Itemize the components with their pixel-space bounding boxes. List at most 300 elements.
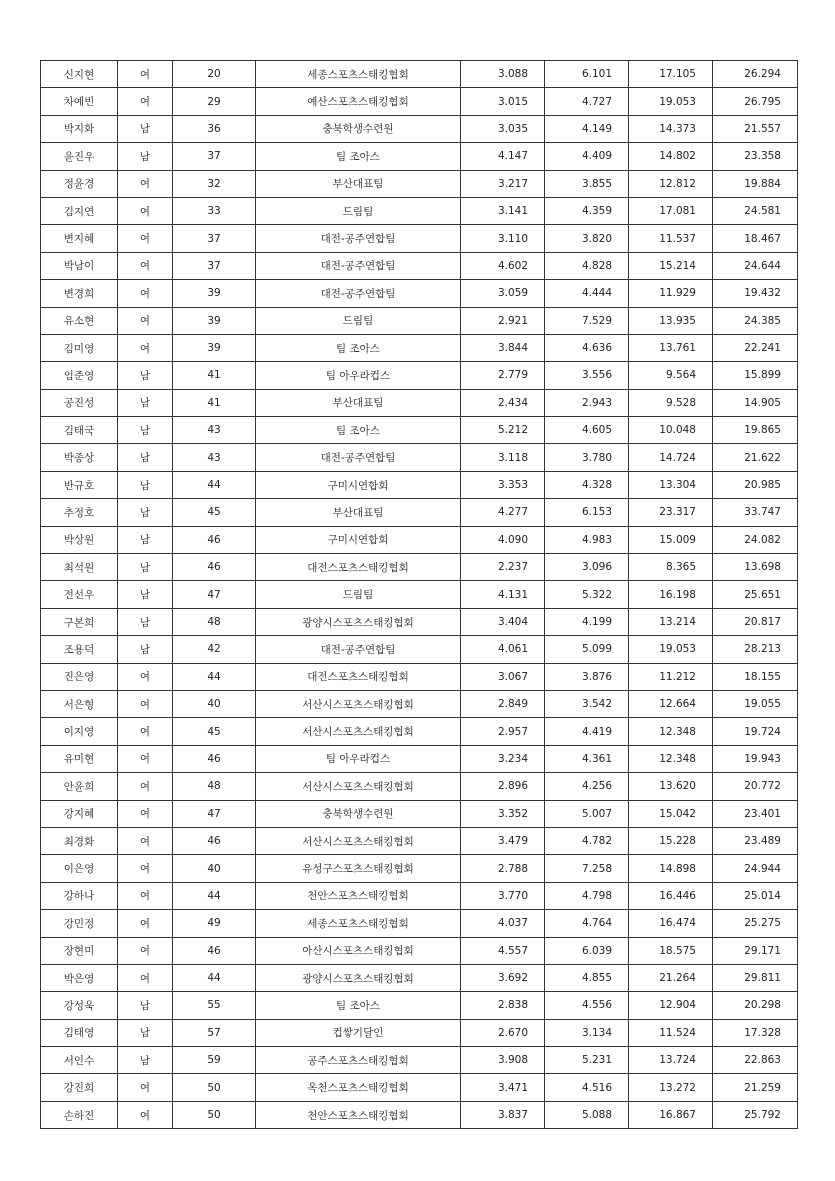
name-cell: 반규호 xyxy=(41,471,118,498)
table-row xyxy=(41,444,798,471)
table-row xyxy=(41,526,798,553)
time2-cell: 4.516 xyxy=(545,1074,629,1101)
time3-cell: 21.264 xyxy=(629,964,713,991)
table-row xyxy=(41,690,798,717)
sex-cell: 남 xyxy=(118,115,173,142)
time2-cell: 4.409 xyxy=(545,143,629,170)
team-cell: 천안스포츠스태킹협회 xyxy=(256,882,461,909)
time3-cell: 11.537 xyxy=(629,225,713,252)
time1-cell: 3.015 xyxy=(461,88,545,115)
age-cell: 46 xyxy=(173,937,256,964)
name-cell: 서인수 xyxy=(41,1047,118,1074)
sex-cell: 남 xyxy=(118,992,173,1019)
table-row xyxy=(41,471,798,498)
table-row xyxy=(41,1074,798,1101)
time2-cell: 5.007 xyxy=(545,800,629,827)
time2-cell: 3.134 xyxy=(545,1019,629,1046)
time1-cell: 2.849 xyxy=(461,690,545,717)
time3-cell: 12.664 xyxy=(629,690,713,717)
time3-cell: 13.304 xyxy=(629,471,713,498)
name-cell: 박종상 xyxy=(41,444,118,471)
time3-cell: 13.761 xyxy=(629,334,713,361)
age-cell: 39 xyxy=(173,280,256,307)
table-row xyxy=(41,170,798,197)
time1-cell: 3.770 xyxy=(461,882,545,909)
age-cell: 39 xyxy=(173,307,256,334)
age-cell: 45 xyxy=(173,499,256,526)
team-cell: 드림팀 xyxy=(256,581,461,608)
table-row xyxy=(41,992,798,1019)
sex-cell: 여 xyxy=(118,663,173,690)
time2-cell: 4.361 xyxy=(545,745,629,772)
name-cell: 박상원 xyxy=(41,526,118,553)
age-cell: 47 xyxy=(173,800,256,827)
name-cell: 손하진 xyxy=(41,1101,118,1128)
team-cell: 구미시연합회 xyxy=(256,526,461,553)
time2-cell: 6.153 xyxy=(545,499,629,526)
time3-cell: 14.802 xyxy=(629,143,713,170)
table-row xyxy=(41,800,798,827)
name-cell: 이은영 xyxy=(41,855,118,882)
sex-cell: 여 xyxy=(118,910,173,937)
time2-cell: 6.101 xyxy=(545,61,629,88)
table-row xyxy=(41,143,798,170)
total-cell: 25.014 xyxy=(713,882,798,909)
time1-cell: 2.957 xyxy=(461,718,545,745)
time2-cell: 4.444 xyxy=(545,280,629,307)
sex-cell: 여 xyxy=(118,225,173,252)
sex-cell: 남 xyxy=(118,444,173,471)
sex-cell: 남 xyxy=(118,362,173,389)
total-cell: 21.622 xyxy=(713,444,798,471)
age-cell: 20 xyxy=(173,61,256,88)
time3-cell: 16.446 xyxy=(629,882,713,909)
time1-cell: 4.131 xyxy=(461,581,545,608)
time3-cell: 12.904 xyxy=(629,992,713,1019)
time2-cell: 3.876 xyxy=(545,663,629,690)
sex-cell: 남 xyxy=(118,417,173,444)
age-cell: 32 xyxy=(173,170,256,197)
age-cell: 37 xyxy=(173,143,256,170)
total-cell: 19.884 xyxy=(713,170,798,197)
time1-cell: 3.110 xyxy=(461,225,545,252)
time2-cell: 4.782 xyxy=(545,827,629,854)
time2-cell: 3.096 xyxy=(545,554,629,581)
time1-cell: 4.037 xyxy=(461,910,545,937)
team-cell: 세종스포츠스태킹협회 xyxy=(256,910,461,937)
time2-cell: 5.088 xyxy=(545,1101,629,1128)
name-cell: 강하나 xyxy=(41,882,118,909)
sex-cell: 남 xyxy=(118,1047,173,1074)
name-cell: 공진성 xyxy=(41,389,118,416)
time3-cell: 13.935 xyxy=(629,307,713,334)
time1-cell: 3.217 xyxy=(461,170,545,197)
team-cell: 부산대표팀 xyxy=(256,389,461,416)
table-row xyxy=(41,855,798,882)
team-cell: 팀 조아스 xyxy=(256,417,461,444)
total-cell: 23.489 xyxy=(713,827,798,854)
time3-cell: 15.228 xyxy=(629,827,713,854)
sex-cell: 여 xyxy=(118,800,173,827)
table-row xyxy=(41,882,798,909)
time2-cell: 3.556 xyxy=(545,362,629,389)
name-cell: 서은형 xyxy=(41,690,118,717)
time2-cell: 4.419 xyxy=(545,718,629,745)
time3-cell: 15.042 xyxy=(629,800,713,827)
team-cell: 대전스포츠스태킹협회 xyxy=(256,554,461,581)
total-cell: 22.241 xyxy=(713,334,798,361)
time1-cell: 2.896 xyxy=(461,773,545,800)
results-table xyxy=(40,60,798,1129)
team-cell: 팀 아우라컵스 xyxy=(256,745,461,772)
time1-cell: 3.141 xyxy=(461,197,545,224)
name-cell: 윤진우 xyxy=(41,143,118,170)
team-cell: 아산시스포츠스태킹협회 xyxy=(256,937,461,964)
time2-cell: 4.328 xyxy=(545,471,629,498)
time1-cell: 5.212 xyxy=(461,417,545,444)
sex-cell: 여 xyxy=(118,690,173,717)
total-cell: 21.557 xyxy=(713,115,798,142)
sex-cell: 여 xyxy=(118,252,173,279)
total-cell: 20.985 xyxy=(713,471,798,498)
team-cell: 대전-공주연합팀 xyxy=(256,280,461,307)
time1-cell: 3.118 xyxy=(461,444,545,471)
table-row xyxy=(41,1101,798,1128)
name-cell: 임준영 xyxy=(41,362,118,389)
total-cell: 20.772 xyxy=(713,773,798,800)
name-cell: 강민정 xyxy=(41,910,118,937)
table-row xyxy=(41,608,798,635)
total-cell: 21.259 xyxy=(713,1074,798,1101)
table-row xyxy=(41,252,798,279)
table-row xyxy=(41,1047,798,1074)
total-cell: 19.943 xyxy=(713,745,798,772)
team-cell: 세종스포츠스태킹협회 xyxy=(256,61,461,88)
time1-cell: 2.237 xyxy=(461,554,545,581)
team-cell: 공주스포츠스태킹협회 xyxy=(256,1047,461,1074)
total-cell: 24.944 xyxy=(713,855,798,882)
name-cell: 변경희 xyxy=(41,280,118,307)
total-cell: 24.581 xyxy=(713,197,798,224)
table-row xyxy=(41,334,798,361)
total-cell: 22.863 xyxy=(713,1047,798,1074)
sex-cell: 남 xyxy=(118,526,173,553)
sex-cell: 남 xyxy=(118,636,173,663)
team-cell: 대전-공주연합팀 xyxy=(256,252,461,279)
table-row xyxy=(41,417,798,444)
time2-cell: 4.556 xyxy=(545,992,629,1019)
time2-cell: 4.605 xyxy=(545,417,629,444)
table-row xyxy=(41,389,798,416)
team-cell: 구미시연합회 xyxy=(256,471,461,498)
team-cell: 팀 조아스 xyxy=(256,334,461,361)
team-cell: 충북학생수련원 xyxy=(256,800,461,827)
total-cell: 19.865 xyxy=(713,417,798,444)
age-cell: 43 xyxy=(173,417,256,444)
time1-cell: 3.479 xyxy=(461,827,545,854)
time3-cell: 13.724 xyxy=(629,1047,713,1074)
sex-cell: 남 xyxy=(118,499,173,526)
team-cell: 천안스포츠스태킹협회 xyxy=(256,1101,461,1128)
time3-cell: 16.867 xyxy=(629,1101,713,1128)
name-cell: 김미영 xyxy=(41,334,118,361)
time1-cell: 2.921 xyxy=(461,307,545,334)
time3-cell: 15.009 xyxy=(629,526,713,553)
total-cell: 17.328 xyxy=(713,1019,798,1046)
name-cell: 유소현 xyxy=(41,307,118,334)
table-row xyxy=(41,910,798,937)
sex-cell: 여 xyxy=(118,307,173,334)
total-cell: 26.294 xyxy=(713,61,798,88)
time3-cell: 19.053 xyxy=(629,636,713,663)
time3-cell: 14.373 xyxy=(629,115,713,142)
team-cell: 서산시스포츠스태킹협회 xyxy=(256,718,461,745)
time1-cell: 4.557 xyxy=(461,937,545,964)
total-cell: 19.432 xyxy=(713,280,798,307)
team-cell: 서산시스포츠스태킹협회 xyxy=(256,773,461,800)
name-cell: 김지연 xyxy=(41,197,118,224)
name-cell: 김태영 xyxy=(41,1019,118,1046)
name-cell: 김태국 xyxy=(41,417,118,444)
team-cell: 대전-공주연합팀 xyxy=(256,444,461,471)
name-cell: 정윤경 xyxy=(41,170,118,197)
time1-cell: 4.602 xyxy=(461,252,545,279)
name-cell: 박은영 xyxy=(41,964,118,991)
time2-cell: 6.039 xyxy=(545,937,629,964)
time2-cell: 3.820 xyxy=(545,225,629,252)
total-cell: 24.082 xyxy=(713,526,798,553)
time2-cell: 2.943 xyxy=(545,389,629,416)
total-cell: 19.055 xyxy=(713,690,798,717)
sex-cell: 여 xyxy=(118,855,173,882)
total-cell: 20.817 xyxy=(713,608,798,635)
table-row xyxy=(41,964,798,991)
sex-cell: 여 xyxy=(118,170,173,197)
time3-cell: 12.812 xyxy=(629,170,713,197)
time3-cell: 9.528 xyxy=(629,389,713,416)
time1-cell: 3.844 xyxy=(461,334,545,361)
table-row xyxy=(41,745,798,772)
table-row xyxy=(41,636,798,663)
name-cell: 추정호 xyxy=(41,499,118,526)
name-cell: 안윤희 xyxy=(41,773,118,800)
time2-cell: 4.149 xyxy=(545,115,629,142)
age-cell: 41 xyxy=(173,389,256,416)
time3-cell: 11.929 xyxy=(629,280,713,307)
time3-cell: 12.348 xyxy=(629,745,713,772)
time3-cell: 9.564 xyxy=(629,362,713,389)
sex-cell: 여 xyxy=(118,61,173,88)
name-cell: 장현미 xyxy=(41,937,118,964)
time2-cell: 4.764 xyxy=(545,910,629,937)
total-cell: 13.698 xyxy=(713,554,798,581)
results-table-body xyxy=(41,61,798,1129)
time2-cell: 4.983 xyxy=(545,526,629,553)
age-cell: 40 xyxy=(173,855,256,882)
name-cell: 최경화 xyxy=(41,827,118,854)
total-cell: 18.155 xyxy=(713,663,798,690)
total-cell: 25.651 xyxy=(713,581,798,608)
time2-cell: 5.322 xyxy=(545,581,629,608)
time3-cell: 13.214 xyxy=(629,608,713,635)
total-cell: 19.724 xyxy=(713,718,798,745)
time2-cell: 3.855 xyxy=(545,170,629,197)
time1-cell: 3.353 xyxy=(461,471,545,498)
time1-cell: 3.059 xyxy=(461,280,545,307)
team-cell: 광양시스포츠스태킹협회 xyxy=(256,608,461,635)
age-cell: 50 xyxy=(173,1101,256,1128)
name-cell: 전선우 xyxy=(41,581,118,608)
time2-cell: 4.359 xyxy=(545,197,629,224)
total-cell: 26.795 xyxy=(713,88,798,115)
total-cell: 23.358 xyxy=(713,143,798,170)
total-cell: 25.792 xyxy=(713,1101,798,1128)
time2-cell: 4.636 xyxy=(545,334,629,361)
time2-cell: 4.199 xyxy=(545,608,629,635)
team-cell: 예산스포츠스태킹협회 xyxy=(256,88,461,115)
name-cell: 진은영 xyxy=(41,663,118,690)
name-cell: 강지혜 xyxy=(41,800,118,827)
name-cell: 차예빈 xyxy=(41,88,118,115)
time2-cell: 4.855 xyxy=(545,964,629,991)
time3-cell: 12.348 xyxy=(629,718,713,745)
team-cell: 옥천스포츠스태킹협회 xyxy=(256,1074,461,1101)
time1-cell: 3.067 xyxy=(461,663,545,690)
team-cell: 팀 조아스 xyxy=(256,992,461,1019)
sex-cell: 남 xyxy=(118,1019,173,1046)
time2-cell: 7.529 xyxy=(545,307,629,334)
time1-cell: 4.061 xyxy=(461,636,545,663)
time3-cell: 13.272 xyxy=(629,1074,713,1101)
time3-cell: 16.474 xyxy=(629,910,713,937)
table-row xyxy=(41,663,798,690)
team-cell: 서산시스포츠스태킹협회 xyxy=(256,827,461,854)
time1-cell: 3.404 xyxy=(461,608,545,635)
time2-cell: 3.542 xyxy=(545,690,629,717)
time1-cell: 4.090 xyxy=(461,526,545,553)
name-cell: 강진희 xyxy=(41,1074,118,1101)
age-cell: 44 xyxy=(173,964,256,991)
age-cell: 48 xyxy=(173,608,256,635)
table-row xyxy=(41,225,798,252)
age-cell: 37 xyxy=(173,225,256,252)
total-cell: 24.644 xyxy=(713,252,798,279)
table-row xyxy=(41,581,798,608)
age-cell: 45 xyxy=(173,718,256,745)
total-cell: 29.171 xyxy=(713,937,798,964)
sex-cell: 여 xyxy=(118,280,173,307)
time3-cell: 10.048 xyxy=(629,417,713,444)
name-cell: 구본희 xyxy=(41,608,118,635)
team-cell: 팀 조아스 xyxy=(256,143,461,170)
time3-cell: 15.214 xyxy=(629,252,713,279)
age-cell: 46 xyxy=(173,554,256,581)
table-row xyxy=(41,554,798,581)
sex-cell: 여 xyxy=(118,334,173,361)
time2-cell: 7.258 xyxy=(545,855,629,882)
age-cell: 59 xyxy=(173,1047,256,1074)
time2-cell: 4.256 xyxy=(545,773,629,800)
time1-cell: 2.434 xyxy=(461,389,545,416)
time1-cell: 2.838 xyxy=(461,992,545,1019)
age-cell: 44 xyxy=(173,663,256,690)
table-row xyxy=(41,61,798,88)
age-cell: 43 xyxy=(173,444,256,471)
total-cell: 15.899 xyxy=(713,362,798,389)
name-cell: 박지화 xyxy=(41,115,118,142)
time3-cell: 16.198 xyxy=(629,581,713,608)
team-cell: 부산대표팀 xyxy=(256,499,461,526)
table-row xyxy=(41,280,798,307)
sex-cell: 남 xyxy=(118,143,173,170)
sex-cell: 남 xyxy=(118,389,173,416)
time3-cell: 13.620 xyxy=(629,773,713,800)
age-cell: 29 xyxy=(173,88,256,115)
age-cell: 50 xyxy=(173,1074,256,1101)
age-cell: 41 xyxy=(173,362,256,389)
sex-cell: 여 xyxy=(118,745,173,772)
age-cell: 49 xyxy=(173,910,256,937)
total-cell: 28.213 xyxy=(713,636,798,663)
time2-cell: 4.727 xyxy=(545,88,629,115)
time1-cell: 4.147 xyxy=(461,143,545,170)
age-cell: 46 xyxy=(173,526,256,553)
sex-cell: 여 xyxy=(118,964,173,991)
time3-cell: 17.105 xyxy=(629,61,713,88)
name-cell: 강성욱 xyxy=(41,992,118,1019)
age-cell: 57 xyxy=(173,1019,256,1046)
time2-cell: 5.231 xyxy=(545,1047,629,1074)
team-cell: 대전-공주연합팀 xyxy=(256,225,461,252)
age-cell: 44 xyxy=(173,471,256,498)
sex-cell: 남 xyxy=(118,471,173,498)
time3-cell: 14.898 xyxy=(629,855,713,882)
time2-cell: 3.780 xyxy=(545,444,629,471)
table-row xyxy=(41,197,798,224)
team-cell: 컵쌓기달인 xyxy=(256,1019,461,1046)
sex-cell: 남 xyxy=(118,608,173,635)
age-cell: 39 xyxy=(173,334,256,361)
sex-cell: 여 xyxy=(118,882,173,909)
time1-cell: 2.670 xyxy=(461,1019,545,1046)
age-cell: 42 xyxy=(173,636,256,663)
team-cell: 충북학생수련원 xyxy=(256,115,461,142)
sex-cell: 여 xyxy=(118,197,173,224)
total-cell: 25.275 xyxy=(713,910,798,937)
table-row xyxy=(41,115,798,142)
total-cell: 33.747 xyxy=(713,499,798,526)
sex-cell: 여 xyxy=(118,773,173,800)
team-cell: 서산시스포츠스태킹협회 xyxy=(256,690,461,717)
table-row xyxy=(41,937,798,964)
table-row xyxy=(41,499,798,526)
age-cell: 37 xyxy=(173,252,256,279)
age-cell: 48 xyxy=(173,773,256,800)
total-cell: 24.385 xyxy=(713,307,798,334)
time2-cell: 4.798 xyxy=(545,882,629,909)
sex-cell: 여 xyxy=(118,827,173,854)
name-cell: 신지현 xyxy=(41,61,118,88)
time3-cell: 18.575 xyxy=(629,937,713,964)
time3-cell: 8.365 xyxy=(629,554,713,581)
time3-cell: 11.524 xyxy=(629,1019,713,1046)
team-cell: 드림팀 xyxy=(256,307,461,334)
table-row xyxy=(41,1019,798,1046)
team-cell: 대전-공주연합팀 xyxy=(256,636,461,663)
time1-cell: 3.471 xyxy=(461,1074,545,1101)
name-cell: 조용덕 xyxy=(41,636,118,663)
time3-cell: 11.212 xyxy=(629,663,713,690)
